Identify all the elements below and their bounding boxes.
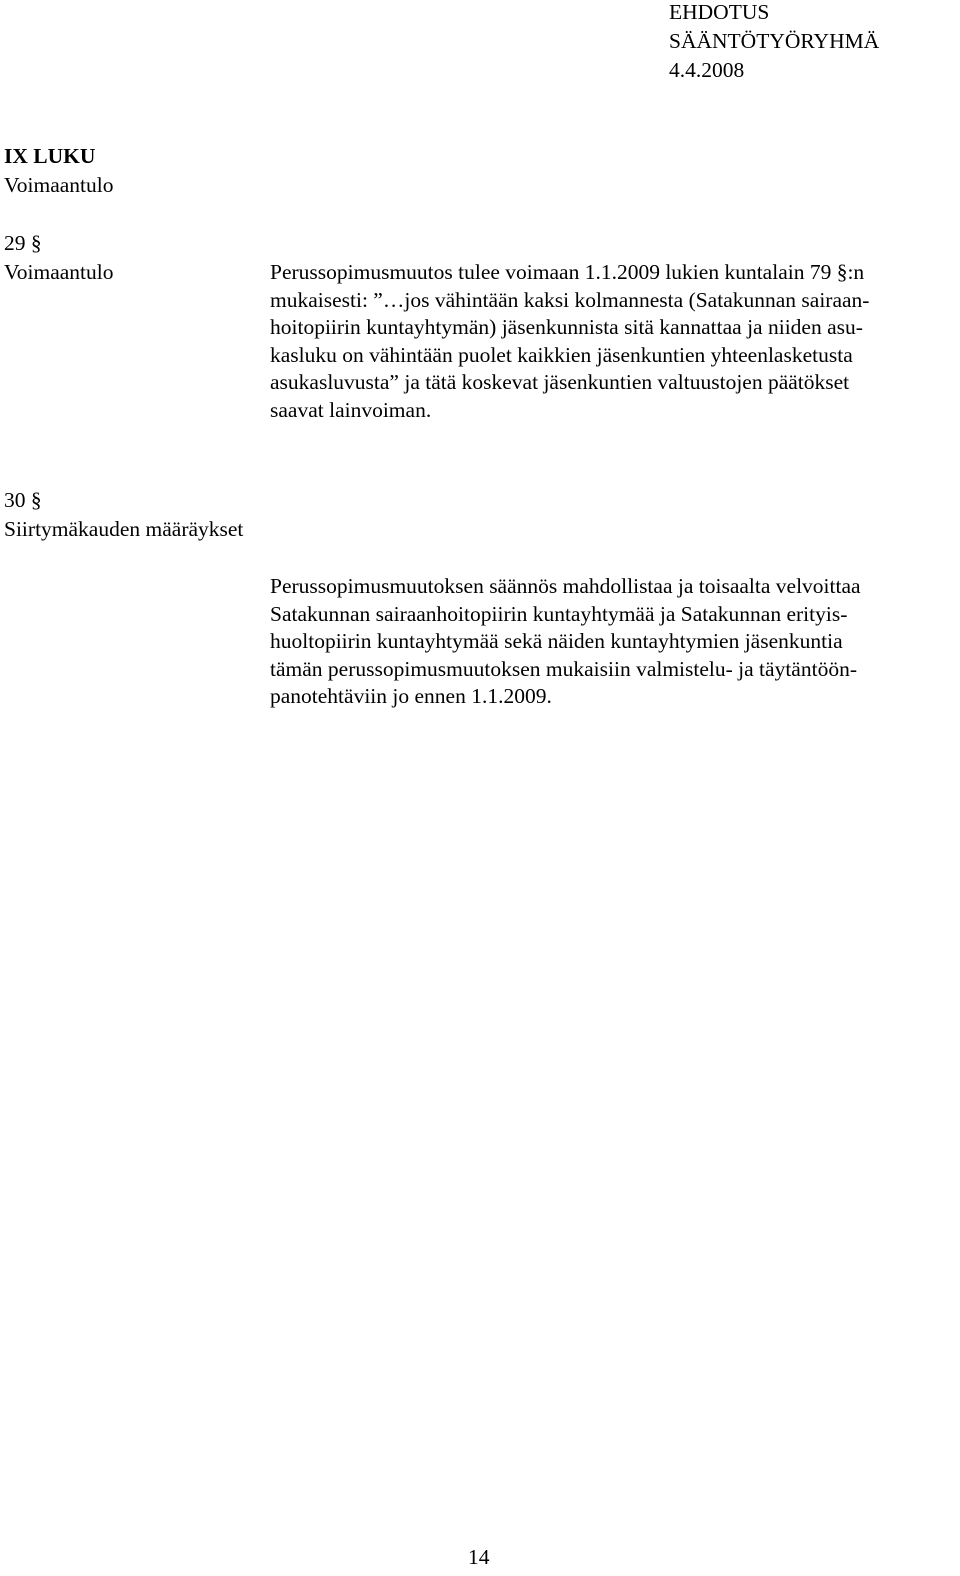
body-line: tämän perussopimusmuutoksen mukaisiin valmistelu- ja täytäntöön- — [270, 656, 857, 681]
body-line: Perussopimusmuutoksen säännös mahdollistaa ja toisaalta velvoittaa — [270, 574, 861, 598]
body-line: mukaisesti: ”…jos vähintään kaksi kolmannesta (Satakunnan sairaan- — [270, 287, 870, 312]
section-29-body — [270, 258, 869, 423]
body-line: Perussopimusmuutos tulee voimaan 1.1.2009 lukien kuntalain 79 §:n — [270, 260, 865, 284]
chapter-heading — [4, 142, 113, 200]
body-line: Satakunnan sairaanhoitopiirin kuntayhtymää ja Satakunnan erityis- — [270, 601, 848, 626]
body-line: huoltopiirin kuntayhtymää sekä näiden kuntayhtymien jäsenkuntia — [270, 629, 843, 653]
section-number: 30 § — [4, 488, 42, 512]
page-number: 14 — [468, 1545, 490, 1569]
section-number: 29 § — [4, 231, 42, 255]
chapter-title: Voimaantulo — [4, 173, 114, 197]
body-line: saavat lainvoiman. — [270, 397, 432, 422]
body-line: asukasluvusta” ja tätä koskevat jäsenkuntien valtuustojen päätökset — [270, 370, 850, 394]
section-29 — [4, 229, 113, 287]
section-30 — [4, 486, 243, 544]
section-title: Siirtymäkauden määräykset — [4, 517, 244, 541]
header-date: 4.4.2008 — [669, 58, 745, 82]
body-line: panotehtäviin jo ennen 1.1.2009. — [270, 684, 552, 708]
header-status: EHDOTUS — [669, 0, 770, 24]
body-line: kasluku on vähintään puolet kaikkien jäsenkuntien yhteenlasketusta — [270, 342, 853, 367]
section-title: Voimaantulo — [4, 260, 114, 284]
chapter-number: IX LUKU — [4, 144, 96, 168]
document-header — [669, 0, 879, 85]
header-group: SÄÄNTÖTYÖRYHMÄ — [669, 29, 880, 53]
body-line: hoitopiirin kuntayhtymän) jäsenkunnista sitä kannattaa ja niiden asu- — [270, 315, 863, 339]
section-30-body — [270, 572, 861, 710]
